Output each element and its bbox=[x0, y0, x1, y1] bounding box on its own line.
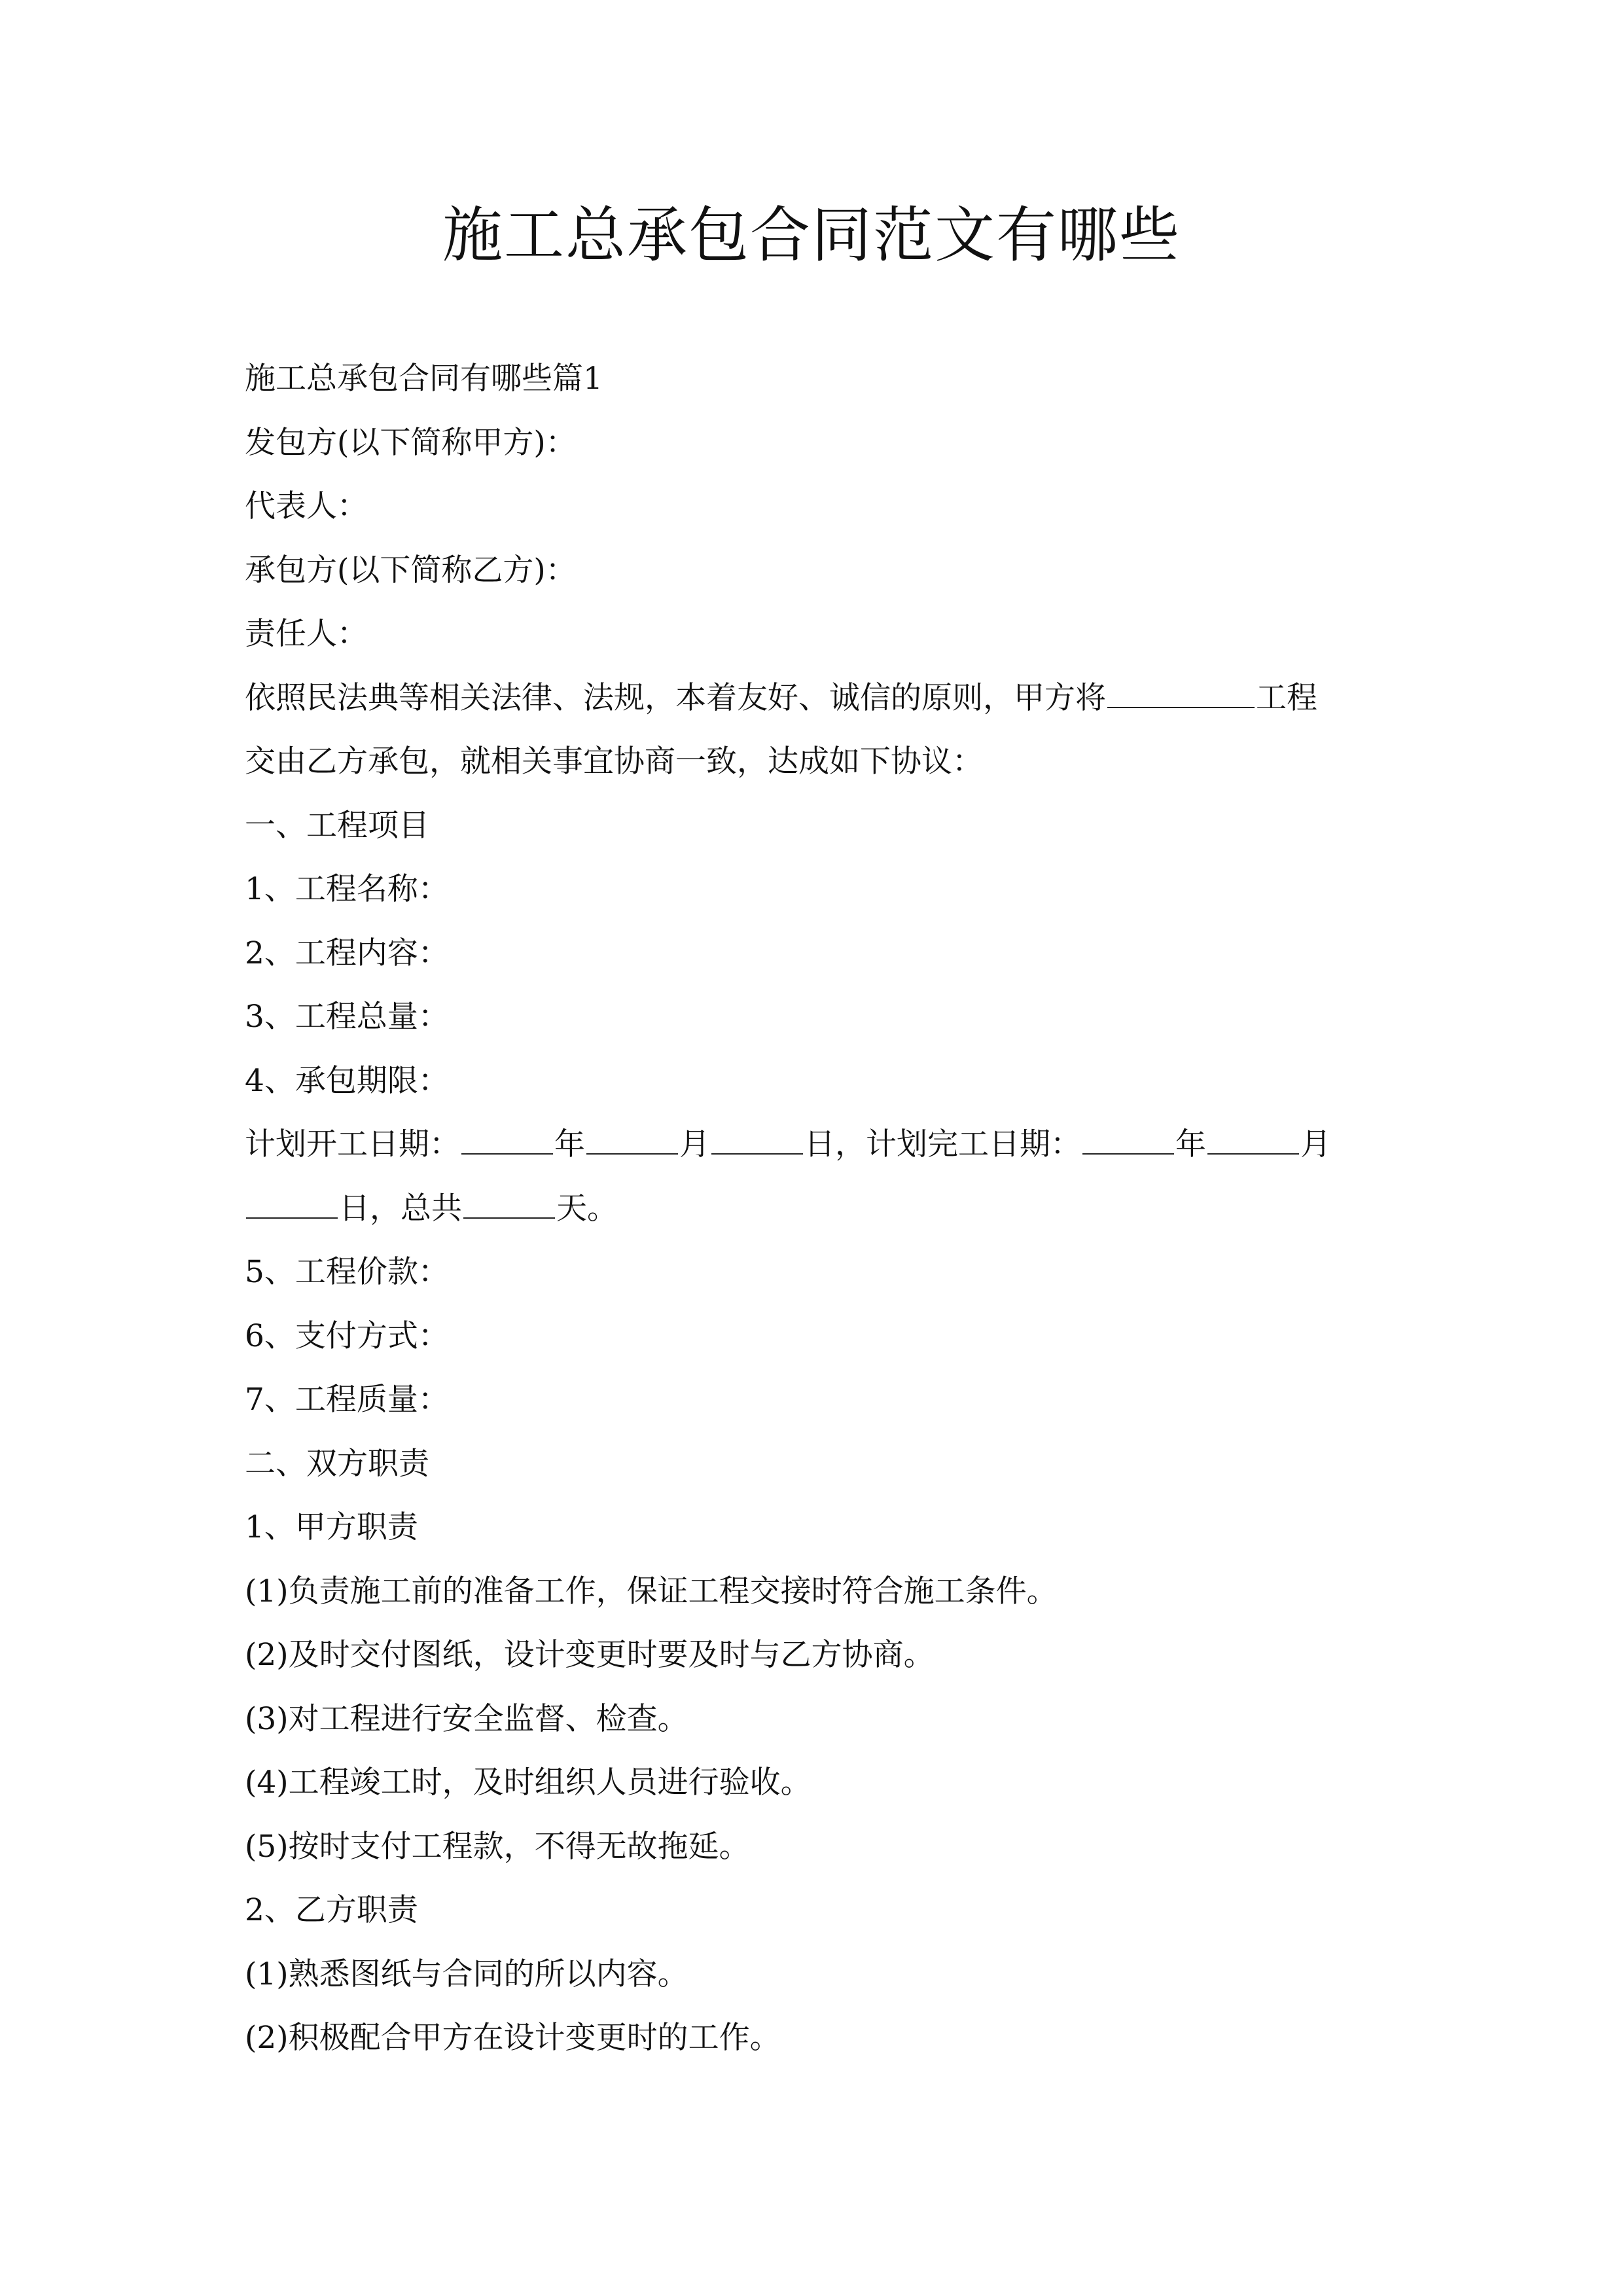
project-name-item: 1、工程名称： bbox=[245, 871, 449, 907]
party-a-duty-2: (2)及时交付图纸，设计变更时要及时与乙方协商。 bbox=[245, 1637, 935, 1673]
project-total-item: 3、工程总量： bbox=[245, 999, 449, 1035]
end-month-blank bbox=[1207, 1127, 1299, 1155]
document-body bbox=[245, 347, 1383, 2070]
section-1-heading: 一、工程项目 bbox=[245, 807, 429, 844]
intro-line-1 bbox=[245, 666, 1383, 730]
responsible-person-line: 责任人： bbox=[245, 616, 368, 652]
start-year-unit: 年 bbox=[554, 1126, 585, 1162]
end-year-unit: 年 bbox=[1175, 1126, 1206, 1162]
party-a-duty-3: (3)对工程进行安全监督、检查。 bbox=[245, 1700, 688, 1737]
start-day-blank bbox=[711, 1127, 803, 1155]
plan-start-label: 计划开工日期： bbox=[245, 1126, 460, 1162]
section-heading: 施工总承包合同有哪些篇1 bbox=[245, 361, 603, 397]
document-title: 施工总承包合同范文有哪些 bbox=[442, 200, 1181, 270]
intro-text-end: 工程 bbox=[1256, 679, 1317, 716]
party-b-duties-heading: 2、乙方职责 bbox=[245, 1892, 418, 1928]
payment-method-item: 6、支付方式： bbox=[245, 1318, 449, 1354]
party-a-duty-5: (5)按时支付工程款，不得无故拖延。 bbox=[245, 1828, 750, 1865]
start-year-blank bbox=[461, 1127, 553, 1155]
party-a-duties-heading: 1、甲方职责 bbox=[245, 1509, 418, 1545]
party-a-line: 发包方(以下简称甲方)： bbox=[245, 424, 577, 461]
intro-line-2: 交由乙方承包，就相关事宜协商一致，达成如下协议： bbox=[245, 744, 983, 780]
project-name-blank bbox=[1107, 681, 1255, 708]
start-month-unit: 月 bbox=[679, 1126, 710, 1162]
contract-period-item: 4、承包期限： bbox=[245, 1062, 449, 1099]
project-content-item: 2、工程内容： bbox=[245, 935, 449, 971]
total-days-blank bbox=[463, 1191, 555, 1219]
project-price-item: 5、工程价款： bbox=[245, 1254, 449, 1290]
end-day-blank bbox=[246, 1191, 338, 1219]
party-a-duty-4: (4)工程竣工时，及时组织人员进行验收。 bbox=[245, 1765, 812, 1801]
party-a-duty-1: (1)负责施工前的准备工作，保证工程交接时符合施工条件。 bbox=[245, 1573, 1058, 1609]
start-month-blank bbox=[586, 1127, 678, 1155]
party-b-duty-2: (2)积极配合甲方在设计变更时的工作。 bbox=[245, 2020, 781, 2056]
party-b-line: 承包方(以下简称乙方)： bbox=[245, 552, 577, 588]
plan-days-line bbox=[245, 1177, 1383, 1241]
plan-dates-line bbox=[245, 1113, 1383, 1177]
end-month-unit: 月 bbox=[1300, 1126, 1331, 1162]
day-unit: 天。 bbox=[556, 1190, 618, 1227]
representative-line: 代表人： bbox=[245, 488, 368, 524]
project-quality-item: 7、工程质量： bbox=[245, 1382, 449, 1418]
section-2-heading: 二、双方职责 bbox=[245, 1445, 429, 1482]
plan-end-label: 日，计划完工日期： bbox=[804, 1126, 1081, 1162]
end-year-blank bbox=[1082, 1127, 1174, 1155]
intro-text-start: 依照民法典等相关法律、法规，本着友好、诚信的原则，甲方将 bbox=[245, 679, 1106, 716]
day-total-label: 日，总共 bbox=[339, 1190, 462, 1227]
party-b-duty-1: (1)熟悉图纸与合同的所以内容。 bbox=[245, 1956, 688, 1992]
